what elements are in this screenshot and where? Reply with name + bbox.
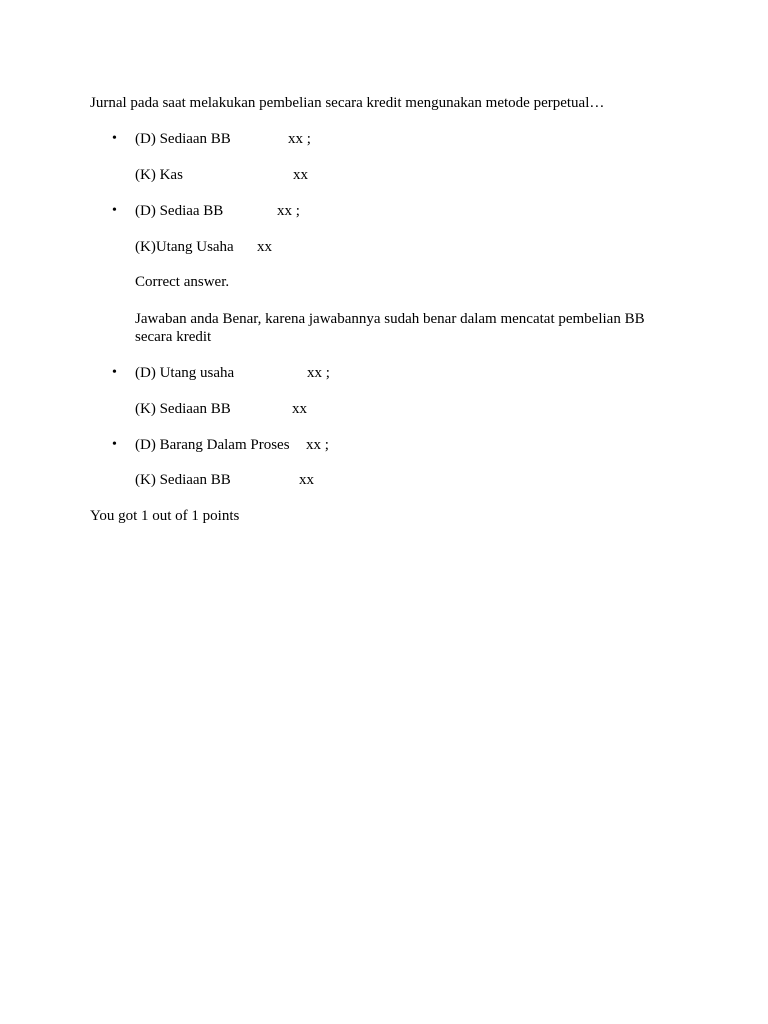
- credit-account: (K) Kas: [135, 167, 183, 183]
- credit-amount: xx: [299, 472, 314, 488]
- bullet-icon: •: [112, 131, 117, 146]
- debit-account: (D) Sediaa BB: [135, 203, 224, 219]
- feedback-text: Jawaban anda Benar, karena jawabannya sudah benar dalam mencatat pembelian BB secara kredit: [135, 311, 645, 345]
- credit-account: (K) Sediaan BB: [135, 472, 231, 488]
- debit-amount: xx ;: [307, 365, 330, 381]
- debit-amount: xx ;: [288, 131, 311, 147]
- feedback-title: Correct answer.: [135, 274, 230, 290]
- bullet-icon: •: [112, 203, 117, 218]
- credit-account: (K)Utang Usaha: [135, 239, 234, 255]
- question-text: Jurnal pada saat melakukan pembelian secara kredit mengunakan metode perpetual…: [90, 95, 605, 111]
- bullet-icon: •: [112, 365, 117, 380]
- debit-account: (D) Sediaan BB: [135, 131, 231, 147]
- debit-account: (D) Barang Dalam Proses: [135, 437, 290, 453]
- debit-amount: xx ;: [306, 437, 329, 453]
- debit-amount: xx ;: [277, 203, 300, 219]
- credit-amount: xx: [292, 401, 307, 417]
- bullet-icon: •: [112, 437, 117, 452]
- debit-account: (D) Utang usaha: [135, 365, 235, 381]
- credit-amount: xx: [293, 167, 308, 183]
- credit-amount: xx: [257, 239, 272, 255]
- score-text: You got 1 out of 1 points: [90, 508, 240, 524]
- credit-account: (K) Sediaan BB: [135, 401, 231, 417]
